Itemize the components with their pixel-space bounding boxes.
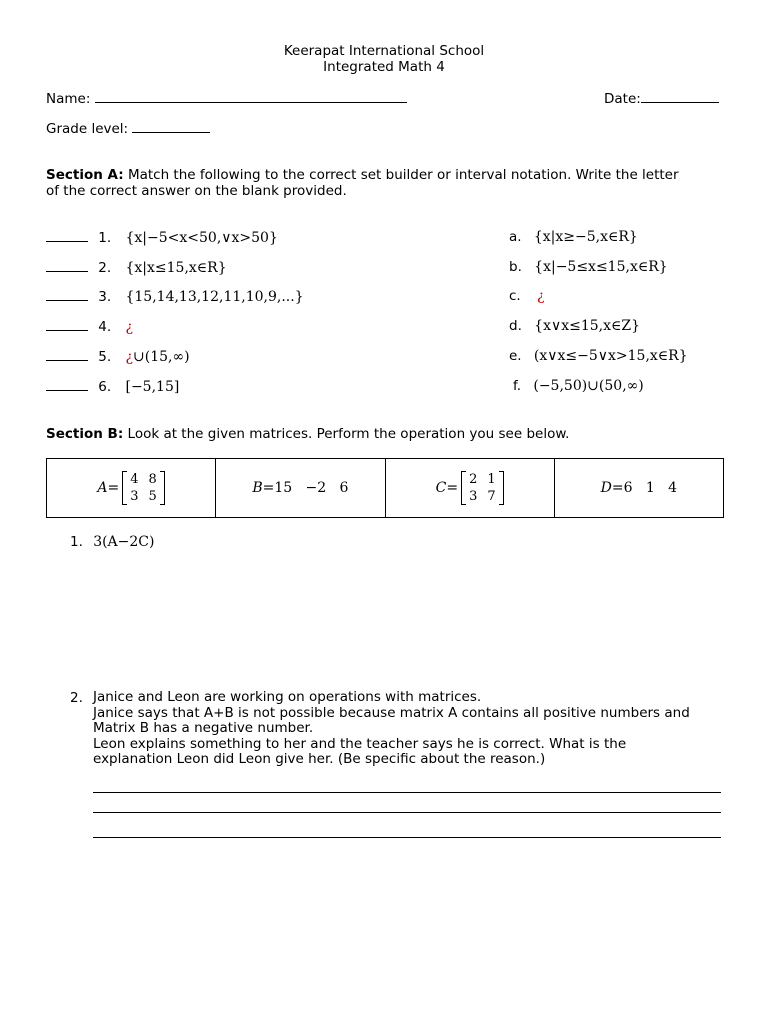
question-row xyxy=(46,378,179,395)
question-expression: ¿ xyxy=(125,319,133,335)
question-number: 6. xyxy=(98,379,112,395)
question-number: 5. xyxy=(98,349,112,365)
grade-blank[interactable] xyxy=(132,120,210,133)
name-label: Name: xyxy=(46,91,91,107)
answer-letter: f. xyxy=(513,378,522,394)
course-title: Integrated Math 4 xyxy=(323,59,445,75)
matrix-entry: 2 xyxy=(469,472,478,487)
matrix-d xyxy=(601,480,677,496)
section-a-text-1: Match the following to the correct set builder or interval notation. Write the letter xyxy=(123,167,679,183)
matrix-c-cell xyxy=(385,459,554,518)
matrix-a xyxy=(97,471,164,505)
date-field[interactable] xyxy=(604,90,719,107)
question-expression xyxy=(125,349,189,365)
answer-expression: (x∨x≤−5∨x>15,x∈R} xyxy=(533,348,688,364)
question-number: 2. xyxy=(98,260,112,276)
question-number: 1. xyxy=(70,534,83,550)
name-blank[interactable] xyxy=(95,90,407,103)
matrix-b-cell xyxy=(216,459,385,518)
answer-writing-line[interactable] xyxy=(93,792,721,793)
answer-expression: (−5,50)∪(50,∞) xyxy=(533,378,644,394)
answer-expression: ¿ xyxy=(537,288,545,304)
question-expression: {x|−5<x<50,∨x>50} xyxy=(125,230,278,246)
date-blank[interactable] xyxy=(641,90,719,103)
question-row xyxy=(46,318,133,335)
matrix-entry: 8 xyxy=(148,472,157,487)
right-bracket xyxy=(160,471,165,505)
answer-blank[interactable] xyxy=(46,288,88,301)
answer-blank[interactable] xyxy=(46,348,88,361)
matrix-entry: 4 xyxy=(130,472,139,487)
section-b-heading: Section B: xyxy=(46,426,124,442)
answer-writing-line[interactable] xyxy=(93,837,721,838)
answer-option xyxy=(509,288,545,304)
section-a-heading: Section A: xyxy=(46,167,124,183)
answer-letter: c. xyxy=(509,288,521,304)
question-row xyxy=(46,348,190,365)
answer-expression: {x|x≥−5,x∈R} xyxy=(533,229,638,245)
question-text-line: explanation Leon did Leon give her. (Be specific about the reason.) xyxy=(93,751,546,768)
question-expression: {x|x≤15,x∈R} xyxy=(125,260,227,276)
answer-option xyxy=(509,229,638,245)
answer-option xyxy=(513,378,644,394)
matrix-a-label: A= xyxy=(97,480,120,496)
matrix-entry: 7 xyxy=(487,489,496,504)
question-expression: [−5,15] xyxy=(125,379,180,395)
answer-letter: a. xyxy=(509,229,522,245)
answer-blank[interactable] xyxy=(46,378,88,391)
answer-expression: {x|−5≤x≤15,x∈R} xyxy=(534,259,668,275)
question-row xyxy=(46,229,278,246)
matrix-c-values xyxy=(469,472,496,504)
question-expression: 3(A−2C) xyxy=(93,534,155,550)
question-text-line: Janice and Leon are working on operations with matrices. xyxy=(93,689,482,705)
matrix-a-values xyxy=(130,472,157,504)
left-bracket xyxy=(122,471,127,505)
matrix-entry: 1 xyxy=(487,472,496,487)
answer-writing-line[interactable] xyxy=(93,812,721,813)
answer-blank[interactable] xyxy=(46,259,88,272)
grade-label: Grade level: xyxy=(46,121,129,137)
matrix-d-label: D= xyxy=(600,480,624,496)
matrix-c-label: C= xyxy=(435,480,459,496)
left-bracket xyxy=(461,471,466,505)
question-row xyxy=(46,259,227,276)
answer-option xyxy=(509,318,640,334)
matrix-d-cell xyxy=(554,459,723,518)
answer-blank[interactable] xyxy=(46,318,88,331)
question-text-line: Leon explains something to her and the teacher says he is correct. What is the xyxy=(93,735,627,752)
question-text-line: Janice says that A+B is not possible because matrix A contains all positive numbers and xyxy=(93,704,690,721)
question-expression-rest: ∪(15,∞) xyxy=(133,349,190,365)
section-b-question-1 xyxy=(70,534,154,550)
section-a-instructions xyxy=(46,167,679,183)
question-number: 2. xyxy=(70,690,83,706)
section-b-instructions xyxy=(46,426,569,442)
answer-blank[interactable] xyxy=(46,229,88,242)
question-expression: {15,14,13,12,11,10,9,...} xyxy=(125,289,304,305)
question-expression-red-part: ¿ xyxy=(125,349,133,365)
matrix-entry: 3 xyxy=(469,489,478,504)
date-label: Date: xyxy=(604,91,641,107)
question-number: 4. xyxy=(98,319,112,335)
question-text-line: Matrix B has a negative number. xyxy=(93,720,314,737)
answer-letter: d. xyxy=(509,318,522,334)
matrix-d-row: 6 1 4 xyxy=(623,480,678,496)
matrix-entry: 3 xyxy=(130,489,139,504)
answer-expression: {x∨x≤15,x∈Z} xyxy=(534,318,641,334)
section-b-question-2 xyxy=(93,690,690,768)
question-row xyxy=(46,288,304,305)
matrix-b xyxy=(252,480,348,496)
matrix-b-row: 15 −2 6 xyxy=(274,480,349,496)
question-number: 1. xyxy=(98,230,112,246)
answer-letter: b. xyxy=(509,259,522,275)
school-name: Keerapat International School xyxy=(283,43,485,59)
matrices-table xyxy=(46,458,724,518)
matrix-a-cell xyxy=(47,459,216,518)
right-bracket xyxy=(499,471,504,505)
section-b-text: Look at the given matrices. Perform the operation you see below. xyxy=(123,426,570,442)
section-a-text-2: of the correct answer on the blank provided. xyxy=(46,183,347,199)
matrix-b-label: B= xyxy=(252,480,275,496)
name-field[interactable] xyxy=(46,90,407,107)
answer-option xyxy=(509,348,688,364)
matrix-c xyxy=(436,471,504,505)
matrix-entry: 5 xyxy=(148,489,157,504)
answer-letter: e. xyxy=(509,348,522,364)
grade-field[interactable] xyxy=(46,120,210,137)
question-number: 3. xyxy=(98,289,112,305)
answer-option xyxy=(509,259,668,275)
